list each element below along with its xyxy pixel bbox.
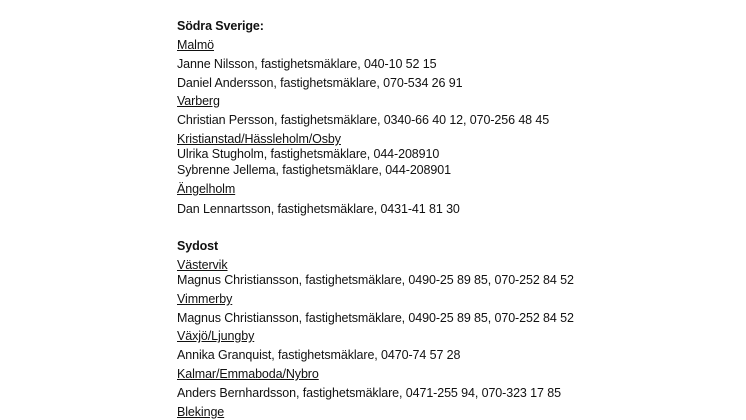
contact-line: Anders Bernhardsson, fastighetsmäklare, 0471-255 94, 070-323 17 85 [177, 386, 561, 400]
contact-line: Sybrenne Jellema, fastighetsmäklare, 044-208901 [177, 163, 451, 177]
region-link-varberg[interactable]: Varberg [177, 94, 220, 108]
section-heading-sydost: Sydost [177, 239, 219, 253]
contact-line: Magnus Christiansson, fastighetsmäklare, 0490-25 89 85, 070-252 84 52 [177, 311, 574, 325]
section-heading-sodra-sverige: Södra Sverige: [177, 19, 264, 33]
region-link-kristianstad-hassleholm-osby[interactable]: Kristianstad/Hässleholm/Osby [177, 132, 341, 146]
region-link-blekinge[interactable]: Blekinge [177, 405, 225, 419]
contact-line: Dan Lennartsson, fastighetsmäklare, 0431-41 81 30 [177, 202, 460, 216]
region-link-vimmerby[interactable]: Vimmerby [177, 292, 233, 306]
contact-line: Daniel Andersson, fastighetsmäklare, 070-534 26 91 [177, 76, 463, 90]
region-link-kalmar-emmaboda-nybro[interactable]: Kalmar/Emmaboda/Nybro [177, 367, 319, 381]
contact-line: Janne Nilsson, fastighetsmäklare, 040-10 52 15 [177, 57, 437, 71]
region-link-angelholm[interactable]: Ängelholm [177, 182, 236, 196]
contact-line: Christian Persson, fastighetsmäklare, 0340-66 40 12, 070-256 48 45 [177, 113, 550, 127]
region-link-vastervik[interactable]: Västervik [177, 258, 228, 272]
contact-line: Magnus Christiansson, fastighetsmäklare, 0490-25 89 85, 070-252 84 52 [177, 273, 574, 287]
contact-line: Annika Granquist, fastighetsmäklare, 0470-74 57 28 [177, 348, 461, 362]
contact-line: Ulrika Stugholm, fastighetsmäklare, 044-208910 [177, 147, 440, 161]
region-link-vaxjo-ljungby[interactable]: Växjö/Ljungby [177, 329, 255, 343]
region-link-malmo[interactable]: Malmö [177, 38, 215, 52]
